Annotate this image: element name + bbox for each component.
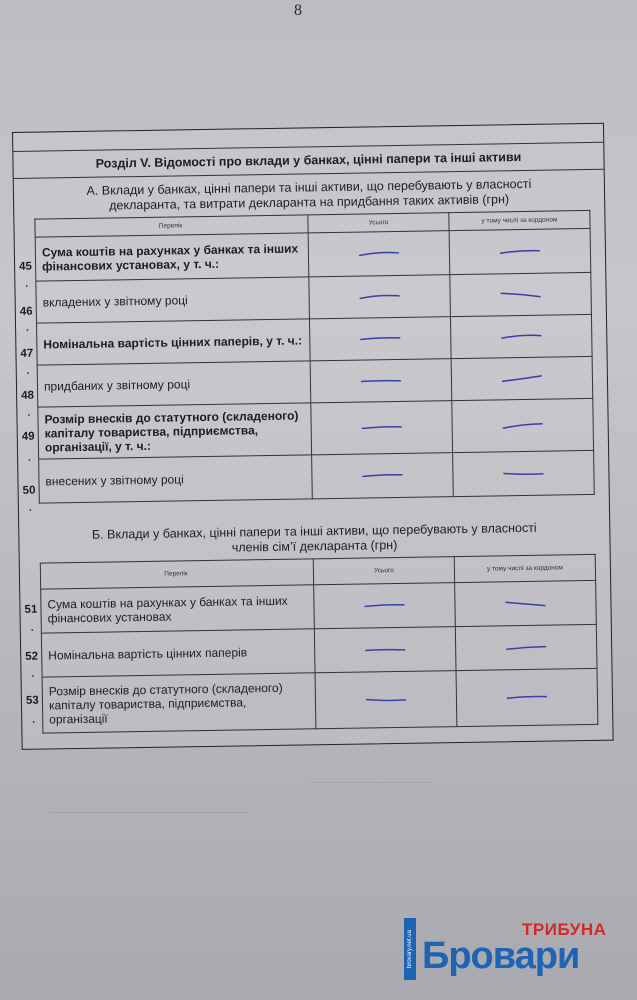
handwritten-dash: [358, 292, 402, 301]
row-label-line: капіталу товариства, підприємства,: [44, 422, 259, 441]
total-cell[interactable]: [312, 453, 454, 499]
page-number: 8: [294, 2, 302, 19]
total-cell[interactable]: [310, 359, 452, 403]
row-number: 48: [21, 389, 35, 402]
row-label: [41, 629, 315, 677]
tribuna-brovary-logo: [404, 918, 618, 986]
handwritten-dash: [503, 599, 547, 608]
handwritten-dash: [359, 376, 403, 385]
part-a-table: [34, 210, 594, 504]
total-cell[interactable]: [308, 231, 450, 277]
handwritten-dash: [358, 334, 402, 343]
abroad-cell[interactable]: [456, 668, 598, 726]
row-dot: .: [30, 622, 34, 634]
table-row: [38, 398, 594, 459]
abroad-cell[interactable]: [455, 624, 597, 670]
row-number: 49: [21, 430, 35, 443]
row-number: 47: [20, 347, 34, 360]
handwritten-dash: [498, 247, 542, 256]
row-number: 46: [19, 305, 33, 318]
col-header-abroad: у тому числі за кордоном: [454, 554, 595, 582]
part-b-heading: [59, 520, 569, 558]
total-cell[interactable]: [314, 583, 456, 629]
logo-site-text: brovary.net.ua: [404, 918, 416, 980]
row-label-line: внесених у звітному році: [45, 471, 184, 489]
abroad-cell[interactable]: [450, 314, 592, 358]
handwritten-dash: [501, 469, 545, 478]
handwritten-dash: [364, 695, 408, 704]
handwritten-dash: [360, 423, 404, 432]
show-through-mark: [50, 800, 250, 813]
total-cell[interactable]: [311, 401, 453, 455]
row-number: 52: [25, 650, 39, 663]
row-label: [42, 673, 316, 733]
row-label-line: капіталу товариства, підприємства,: [48, 694, 247, 712]
row-label-line: організації: [49, 711, 108, 726]
abroad-cell[interactable]: [455, 580, 597, 626]
total-cell[interactable]: [309, 317, 451, 361]
handwritten-dash: [357, 249, 401, 258]
part-a-heading-line2: декларанта, та витрати декларанта на придбання таких активів (грн): [109, 192, 510, 213]
total-cell[interactable]: [309, 275, 451, 319]
row-number: 50: [22, 484, 36, 497]
table-row: [39, 450, 595, 503]
logo-tribuna-text: ТРИБУНА: [522, 920, 607, 939]
abroad-cell[interactable]: [449, 228, 591, 274]
row-dot: .: [32, 714, 36, 726]
row-label: [39, 455, 313, 503]
col-header-list: Перелік: [35, 215, 308, 237]
row-number: 51: [24, 603, 38, 616]
row-label-line: Сума коштів на рахунках у банках та інших: [47, 593, 288, 612]
abroad-cell[interactable]: [451, 356, 593, 400]
row-label: [37, 319, 311, 365]
part-a-heading-line1: А. Вклади у банках, цінні папери та інші активи, що перебувають у власності: [86, 176, 532, 198]
abroad-cell[interactable]: [450, 272, 592, 316]
table-row: [42, 668, 598, 733]
part-a-heading: [54, 176, 564, 214]
row-label-line: Номінальна вартість цінних паперів, у т. ч.:: [43, 332, 303, 352]
total-cell[interactable]: [315, 671, 457, 729]
row-label-line: придбаних у звітному році: [43, 376, 191, 394]
section-title: Розділ V. Відомості про вклади у банках, цінні папери та інші активи: [13, 142, 603, 179]
row-label-line: Розмір внесків до статутного (складеного): [44, 408, 299, 427]
row-label: [41, 585, 315, 633]
row-label-line: організації, у т. ч.:: [44, 438, 152, 455]
handwritten-dash: [500, 374, 544, 383]
logo-brovary-text: Бровари: [422, 935, 580, 977]
row-label-line: Розмір внесків до статутного (складеного): [48, 680, 283, 698]
row-label: [37, 361, 311, 407]
handwritten-dash: [362, 601, 406, 610]
col-header-list: Перелік: [40, 559, 313, 589]
handwritten-dash: [499, 290, 543, 299]
row-number: 45: [19, 260, 33, 273]
total-cell[interactable]: [314, 627, 456, 673]
section-frame: [12, 123, 614, 750]
row-dot: .: [28, 502, 32, 514]
handwritten-dash: [363, 645, 407, 654]
row-dot: .: [28, 452, 31, 464]
col-header-total: Усього: [313, 557, 454, 585]
abroad-cell[interactable]: [452, 398, 594, 452]
part-b-heading-line1: Б. Вклади у банках, цінні папери та інші активи, що перебувають у власності: [91, 520, 537, 542]
row-label-line: фінансових установах: [47, 609, 172, 625]
row-label-line: Сума коштів на рахунках у банках та інших: [41, 241, 299, 260]
handwritten-dash: [499, 332, 543, 341]
handwritten-dash: [501, 421, 545, 430]
handwritten-dash: [505, 693, 549, 702]
abroad-cell[interactable]: [453, 450, 595, 496]
part-b-heading-line2: членів сім’ї декларанта (грн): [231, 537, 398, 555]
handwritten-dash: [504, 643, 548, 652]
row-label: [38, 403, 312, 459]
part-b-table: [40, 554, 599, 734]
row-dot: .: [26, 365, 30, 377]
row-label: [36, 277, 310, 323]
row-label-line: вкладених у звітному році: [42, 292, 188, 310]
row-dot: .: [25, 278, 29, 290]
row-label: [35, 233, 309, 281]
row-dot: .: [25, 322, 29, 334]
col-header-total: Усього: [308, 213, 449, 233]
row-dot: .: [31, 668, 35, 680]
col-header-abroad: у тому числі за кордоном: [449, 210, 590, 230]
row-label-line: фінансових установах, у т. ч.:: [41, 256, 220, 274]
handwritten-dash: [360, 471, 404, 480]
show-through-mark: [310, 768, 430, 783]
row-dot: .: [27, 407, 31, 419]
row-number: 53: [25, 694, 39, 707]
row-label-line: Номінальна вартість цінних паперів: [48, 644, 248, 662]
